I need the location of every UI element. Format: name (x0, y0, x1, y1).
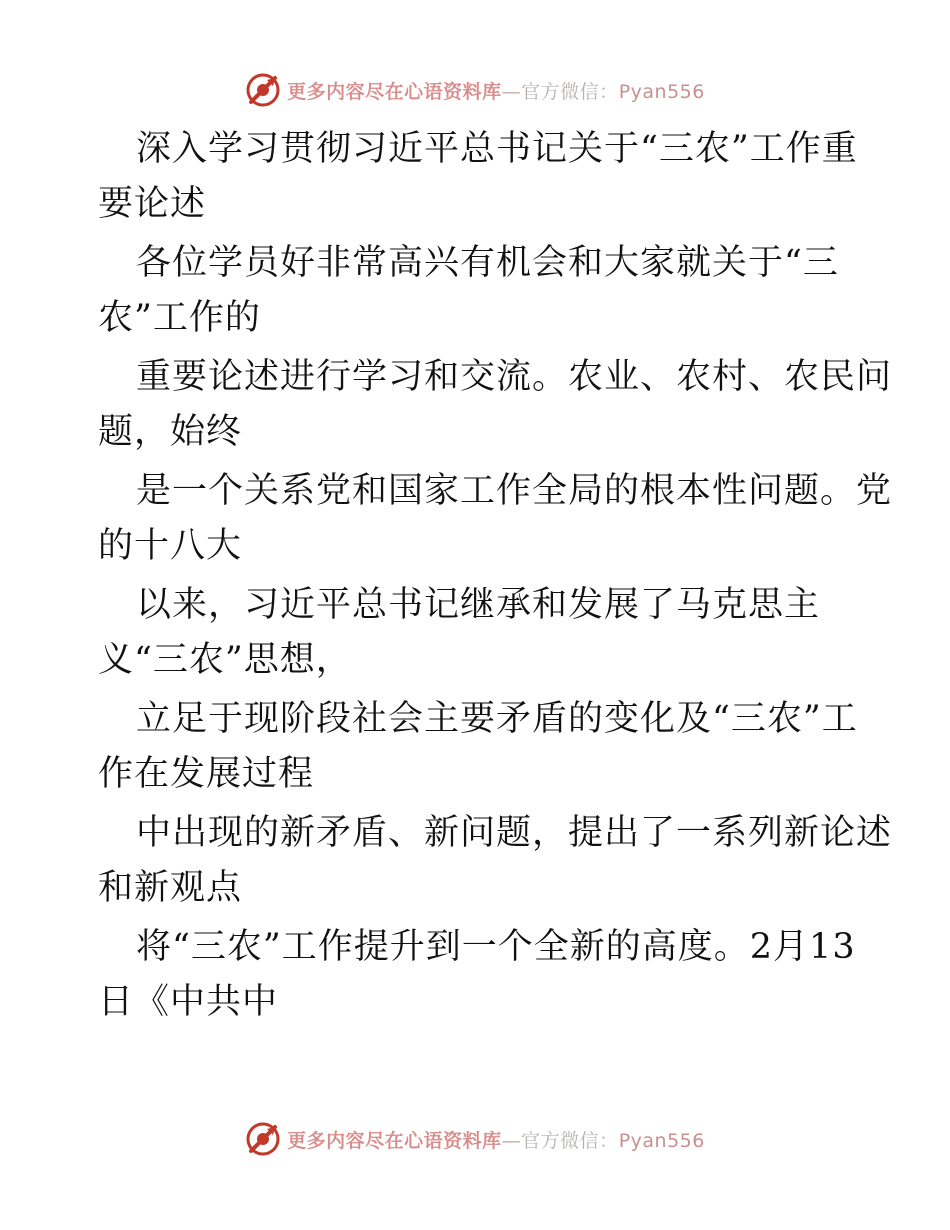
paragraph (98, 122, 858, 232)
paragraph (98, 350, 893, 460)
watermark-brand: 更多内容尽在心语资料库 (287, 1129, 502, 1152)
paragraph-line: 要论述 (98, 184, 207, 224)
paragraph-line: 以来，习近平总书记继承和发展了马克思主 (136, 585, 821, 625)
paragraph (98, 692, 858, 802)
paragraph-line: 题，始终 (98, 412, 243, 452)
paragraph-line: 是一个关系党和国家工作全局的根本性问题。党 (136, 471, 893, 511)
brand-logo-icon (245, 1121, 281, 1157)
paragraph-line: 的十八大 (98, 526, 243, 566)
watermark-dash: — (501, 1129, 522, 1152)
paragraph-line: 深入学习贯彻习近平总书记关于“三农”工作重 (136, 129, 858, 169)
watermark-wechat-label: 官方微信： (521, 1129, 619, 1152)
footer-watermark (0, 1119, 950, 1159)
paragraph-line: 和新观点 (98, 868, 243, 908)
paragraph-line: 各位学员好非常高兴有机会和大家就关于“三 (136, 243, 839, 283)
brand-logo-icon (245, 72, 281, 108)
paragraph-line: 重要论述进行学习和交流。农业、农村、农民问 (136, 357, 893, 397)
paragraph (98, 236, 858, 346)
watermark-text (287, 1126, 705, 1153)
watermark-wechat-label: 官方微信： (521, 80, 619, 103)
paragraph (98, 806, 893, 916)
paragraph-line: 中出现的新矛盾、新问题，提出了一系列新论述 (136, 813, 893, 853)
paragraph-line: 作在发展过程 (98, 754, 315, 794)
paragraph-line: 日《中共中 (98, 982, 279, 1022)
paragraph-line: 义“三农”思想， (98, 640, 352, 680)
watermark-wechat-id: Pyan556 (618, 80, 705, 103)
watermark-brand: 更多内容尽在心语资料库 (287, 80, 502, 103)
header-watermark (0, 70, 950, 110)
watermark-text (287, 77, 705, 104)
paragraph (98, 464, 893, 574)
paragraph (98, 578, 858, 688)
watermark-wechat-id: Pyan556 (618, 1129, 705, 1152)
watermark-dash: — (501, 80, 522, 103)
paragraph-line: 农”工作的 (98, 298, 261, 338)
paragraph (98, 920, 858, 1030)
paragraph-line: 将“三农”工作提升到一个全新的高度。2月13 (136, 927, 856, 967)
document-body (98, 122, 893, 1030)
paragraph-line: 立足于现阶段社会主要矛盾的变化及“三农”工 (136, 699, 858, 739)
